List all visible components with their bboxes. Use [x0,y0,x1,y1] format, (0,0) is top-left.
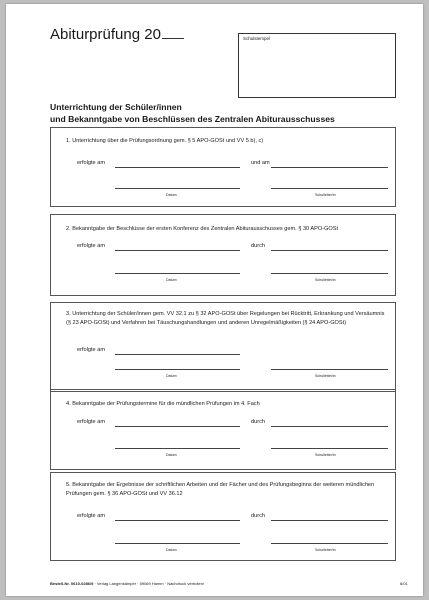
section-3-signature-line-right[interactable] [271,369,388,370]
section-3-signature-line-left[interactable] [115,369,240,370]
section-2-by-line[interactable] [271,250,388,251]
section-3-left-caption: Datum [166,374,177,378]
section-2-left-caption: Datum [166,278,177,282]
publisher-note: · Verlag Langenkämper · 59069 Hamm · Nachdruck verboten! [93,581,205,586]
section-4-left-label: erfolgte am [77,419,105,425]
section-2-left-label: erfolgte am [77,243,105,249]
section-1-left-label: erfolgte am [77,160,105,166]
section-5-right-caption: Schulleiter/in [315,548,336,552]
section-3-right-caption: Schulleiter/in [315,374,336,378]
section-4-date-line[interactable] [115,426,240,427]
school-stamp-box [238,33,396,98]
section-5 [50,472,396,561]
section-5-right-label: durch [251,513,265,519]
form-page [6,4,423,596]
section-4-signature-line-right[interactable] [271,448,388,449]
footer-code: 6/01 [400,581,408,586]
heading-line-1: Unterrichtung der Schüler/innen [50,102,182,112]
order-footer [50,581,204,586]
section-1-second-date-line[interactable] [271,167,388,168]
heading-line-2: und Bekanntgabe von Beschlüssen des Zentralen Abiturausschusses [50,113,335,124]
section-4-signature-line-left[interactable] [115,448,240,449]
section-3-text: 3. Unterrichtung der Schüler/innen gem. VV 32.1 zu § 32 APO-GOSt über Regelungen bei Rücktritt, Erkrankung und Versäumnis (§ 23 APO-GOSt) und Verfahren bei Täuschungshandlungen und anderen Unregelmäßigkeiten (§ 24 APO-GOSt) [66,311,385,326]
section-1-right-caption: Schulleiter/in [315,193,336,197]
section-1-signature-line-left[interactable] [115,188,240,189]
year-blank-line[interactable] [162,28,184,39]
exam-year-title [50,26,184,43]
section-2-text: 2. Bekanntgabe der Beschlüsse der ersten Konferenz des Zentralen Abiturausschusses gem. § 30 APO-GOSt [66,226,339,232]
section-5-left-caption: Datum [166,548,177,552]
section-1-right-label: und am [251,160,270,166]
stamp-label: Schulstempel [243,36,271,41]
section-5-left-label: erfolgte am [77,513,105,519]
section-4 [50,389,396,470]
form-heading [50,102,335,125]
section-3-left-label: erfolgte am [77,347,105,353]
section-5-signature-line-right[interactable] [271,543,388,544]
section-5-date-line[interactable] [115,520,240,521]
section-1-left-caption: Datum [166,193,177,197]
section-4-left-caption: Datum [166,453,177,457]
section-1-text: 1. Unterrichtung über die Prüfungsordnung gem. § 5 APO-GOSt und VV 5 b), c) [66,138,264,144]
order-number: Bestell-Nr. 0610-0286/9 [50,581,94,586]
section-1 [50,127,396,207]
section-2-right-caption: Schulleiter/in [315,278,336,282]
section-4-by-line[interactable] [271,426,388,427]
section-5-by-line[interactable] [271,520,388,521]
section-1-date-line[interactable] [115,167,240,168]
section-2 [50,214,396,296]
section-2-right-label: durch [251,243,265,249]
section-4-right-caption: Schulleiter/in [315,453,336,457]
section-2-signature-line-right[interactable] [271,273,388,274]
section-4-text: 4. Bekanntgabe der Prüfungstermine für die mündlichen Prüfungen im 4. Fach [66,401,260,407]
section-4-right-label: durch [251,419,265,425]
section-1-signature-line-right[interactable] [271,188,388,189]
section-3 [50,302,396,392]
section-2-signature-line-left[interactable] [115,273,240,274]
section-3-date-line[interactable] [115,354,240,355]
section-2-date-line[interactable] [115,250,240,251]
title-text: Abiturprüfung 20 [50,26,161,43]
section-5-text: 5. Bekanntgabe der Ergebnisse der schriftlichen Arbeiten und der Fächer und des Prüfungsbeginns der weiteren mündlichen Prüfungen gem. § 36 APO-GOSt und VV 36.12 [66,482,375,497]
section-5-signature-line-left[interactable] [115,543,240,544]
